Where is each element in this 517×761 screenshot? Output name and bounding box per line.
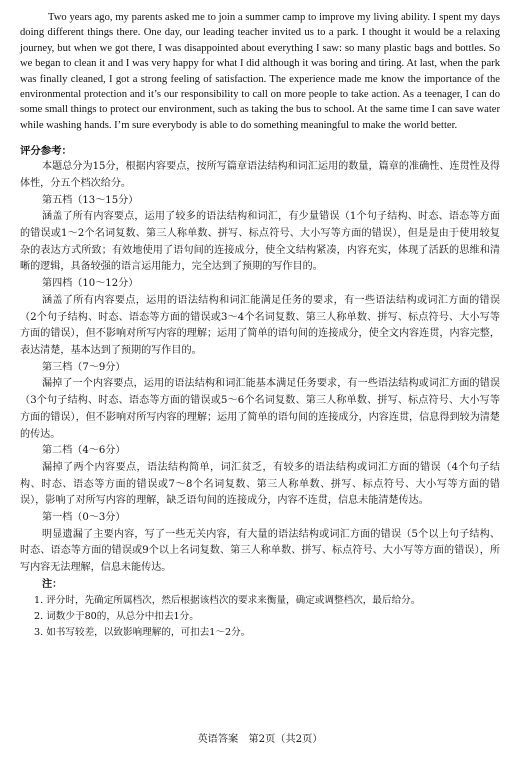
tier-1-desc: 明显遗漏了主要内容，写了一些无关内容，有大量的语法结构或词汇方面的错误（5个以上句子结构、时态、语态等方面的错误或9个以上名词复数、第三人称单数、拼写、标点符号、大小写等方面的错误），所写内容无法理解，信息未能传达。 [20,528,500,574]
page-footer: 英语答案 第2页（共2页） [197,734,323,745]
tier-4-desc: 涵盖了所有内容要点，运用的语法结构和词汇能满足任务的要求，有一些语法结构或词汇方面的错误（2个句子结构、时态、语态等方面的错误或3～4个名词复数、第三人称单数、拼写、标点符号、大小写等方面的错误），但不影响对所写内容的理解；运用了简单的语句间的连接成分，使全文内容连贯，内容完整，表达清楚，基本达到了预期的写作目的。 [20,294,500,356]
scoring-heading: 评分参考： [20,145,72,158]
tier-3-title: 第三档（7～9分） [42,361,126,373]
note-item: 1. 评分时，先确定所属档次，然后根据该档次的要求来衡量，确定或调整档次，最后给分。 [34,594,421,606]
notes-label: 注： [42,578,63,590]
answer-page [20,10,500,750]
scoring-intro: 本题总分为15分，根据内容要点，按所写篇章语法结构和词汇运用的数量，篇章的准确性、连贯性及得体性，分五个档次给分。 [20,161,500,189]
tier-2-title: 第二档（4～6分） [42,445,126,457]
model-essay: Two years ago, my parents asked me to join a summer camp to improve my living ability. I spent my days doing different things there. One day, our leading teacher invited us to a park. I thought it would be a relaxing journey, but when we got there, I was disappointed about everything I saw: so many plastic bags and bottles. So we began to clean it and I was very happy for what I did although it was boring and tiring. At last, when the park was finally cleaned, I got a strong feeling of satisfaction. The experience made me know the importance of the environmental protection and it’s our responsibility to call on more people to take action. As a teenager, I can do some small things to protect our environment, such as taking the bus to school. At the same time I can save water while washing hands. I’m sure everybody is able to do something meaningful to make the world better. [20,12,500,131]
tier-4-title: 第四档（10～12分） [42,278,139,290]
tier-5-title: 第五档（13～15分） [42,194,139,206]
tier-1-title: 第一档（0～3分） [42,512,126,524]
note-item: 2. 词数少于80的，从总分中扣去1分。 [34,610,199,622]
tier-3-desc: 漏掉了一个内容要点，运用的语法结构和词汇能基本满足任务要求，有一些语法结构或词汇方面的错误（3个句子结构、时态、语态等方面的错误或5～6个名词复数、第三人称单数、拼写、标点符号、大小写等方面的错误），但不影响对所写内容的理解；运用了简单的语句间的连接成分，内容连贯，信息得到较为清楚的传达。 [20,378,500,440]
note-item: 3. 如书写较差，以致影响理解的，可扣去1～2分。 [34,626,251,638]
tier-5-desc: 涵盖了所有内容要点，运用了较多的语法结构和词汇，有少量错误（1个句子结构、时态、语态等方面的错误或1～2个名词复数、第三人称单数、拼写、标点符号、大小写等方面的错误），但是是由于使用较复杂的表达方式所致；有效地使用了语句间的连接成分，使全文结构紧凑，内容充实，体现了活跃的思维和清晰的逻辑，具备较强的语言运用能力，完全达到了预期的写作目的。 [20,211,500,273]
tier-2-desc: 漏掉了两个内容要点，语法结构简单，词汇贫乏，有较多的语法结构或词汇方面的错误（4个句子结构、时态、语态等方面的错误或7～8个名词复数、第三人称单数、拼写、标点符号、大小写等方面的错误），影响了对所写内容的理解，缺乏语句间的连接成分，内容不连贯，信息未能清楚传达。 [20,461,500,507]
